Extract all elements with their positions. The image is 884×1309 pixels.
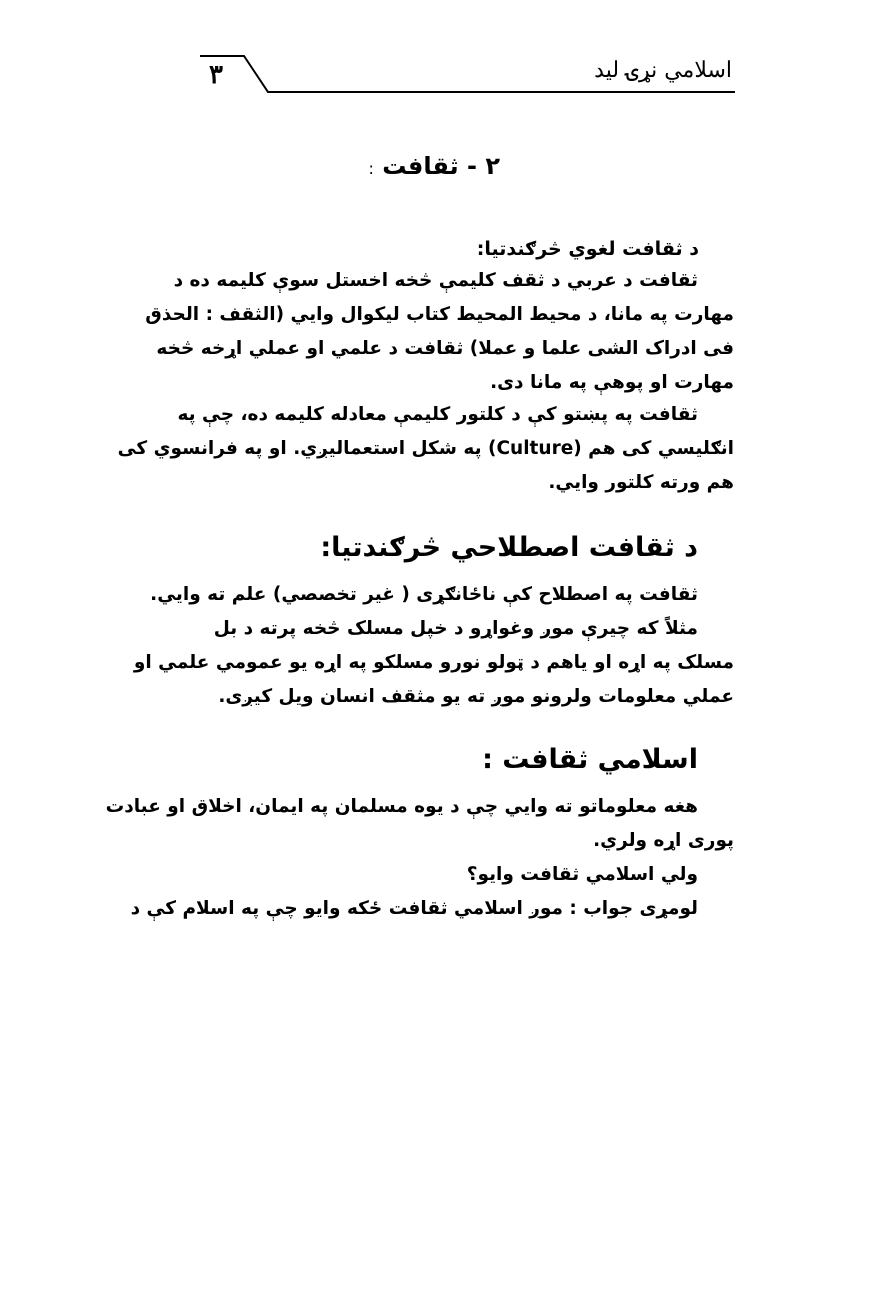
- islamic-answer: لومړی جواب : موږ اسلامي ثقافت ځکه وایو چې په اسلام کې د: [130, 898, 698, 919]
- lexical-line-3: فی ادراک الشی علما و عملا) ثقافت د علمي او عملي اړخه څخه: [156, 338, 734, 359]
- islamic-heading: اسلامي ثقافت :: [482, 744, 698, 775]
- usage-line-3: هم ورته کلتور وایي.: [548, 472, 734, 493]
- usage-line-2: انګلیسي کی هم (Culture) په شکل استعمالیږي. او په فرانسوي کی: [117, 438, 734, 459]
- terminological-heading: د ثقافت اصطلاحي څرګندتیا:: [320, 532, 698, 563]
- header-rule: [0, 0, 884, 120]
- section-number: ۲ -: [467, 152, 500, 180]
- lexical-line-1: ثقافت د عربي د ثقف کلیمې څخه اخستل سوې کلیمه ده د: [173, 270, 698, 291]
- terminological-line-4: عملي معلومات ولرونو موږ ته یو مثقف انسان ویل کیږی.: [218, 686, 734, 707]
- section-title-colon: :: [368, 159, 374, 178]
- book-title: اسلامي نړۍ لید: [594, 58, 732, 83]
- section-title: [368, 152, 500, 180]
- islamic-question: ولي اسلامي ثقافت وایو؟: [466, 864, 698, 885]
- usage-line-1: ثقافت په پښتو کې د کلتور کلیمې معادله کلیمه ده، چې په: [177, 404, 698, 425]
- islamic-line-1: هغه معلوماتو ته وایي چې د یوه مسلمان په ایمان، اخلاق او عبادت: [105, 796, 698, 817]
- lexical-line-4: مهارت او پوهې په مانا دی.: [490, 372, 734, 393]
- section-title-text: ثقافت: [382, 152, 459, 180]
- terminological-line-1: ثقافت په اصطلاح کې ناځانګړی ( غیر تخصصي) علم ته وایي.: [150, 584, 698, 605]
- lexical-label: د ثقافت لغوي څرګندتیا:: [476, 238, 699, 260]
- terminological-line-2: مثلاً که چیرې موږ وغواړو د خپل مسلک څخه پرته د بل: [213, 618, 698, 639]
- lexical-line-2: مهارت په مانا، د محیط المحیط کتاب لیکوال وایي (الثقف : الحذق: [145, 304, 734, 325]
- terminological-line-3: مسلک په اړه او یاهم د ټولو نورو مسلکو په اړه یو عمومي علمي او: [133, 652, 734, 673]
- page-number: ۳: [209, 60, 223, 90]
- islamic-line-2: پوری اړه ولري.: [593, 830, 734, 851]
